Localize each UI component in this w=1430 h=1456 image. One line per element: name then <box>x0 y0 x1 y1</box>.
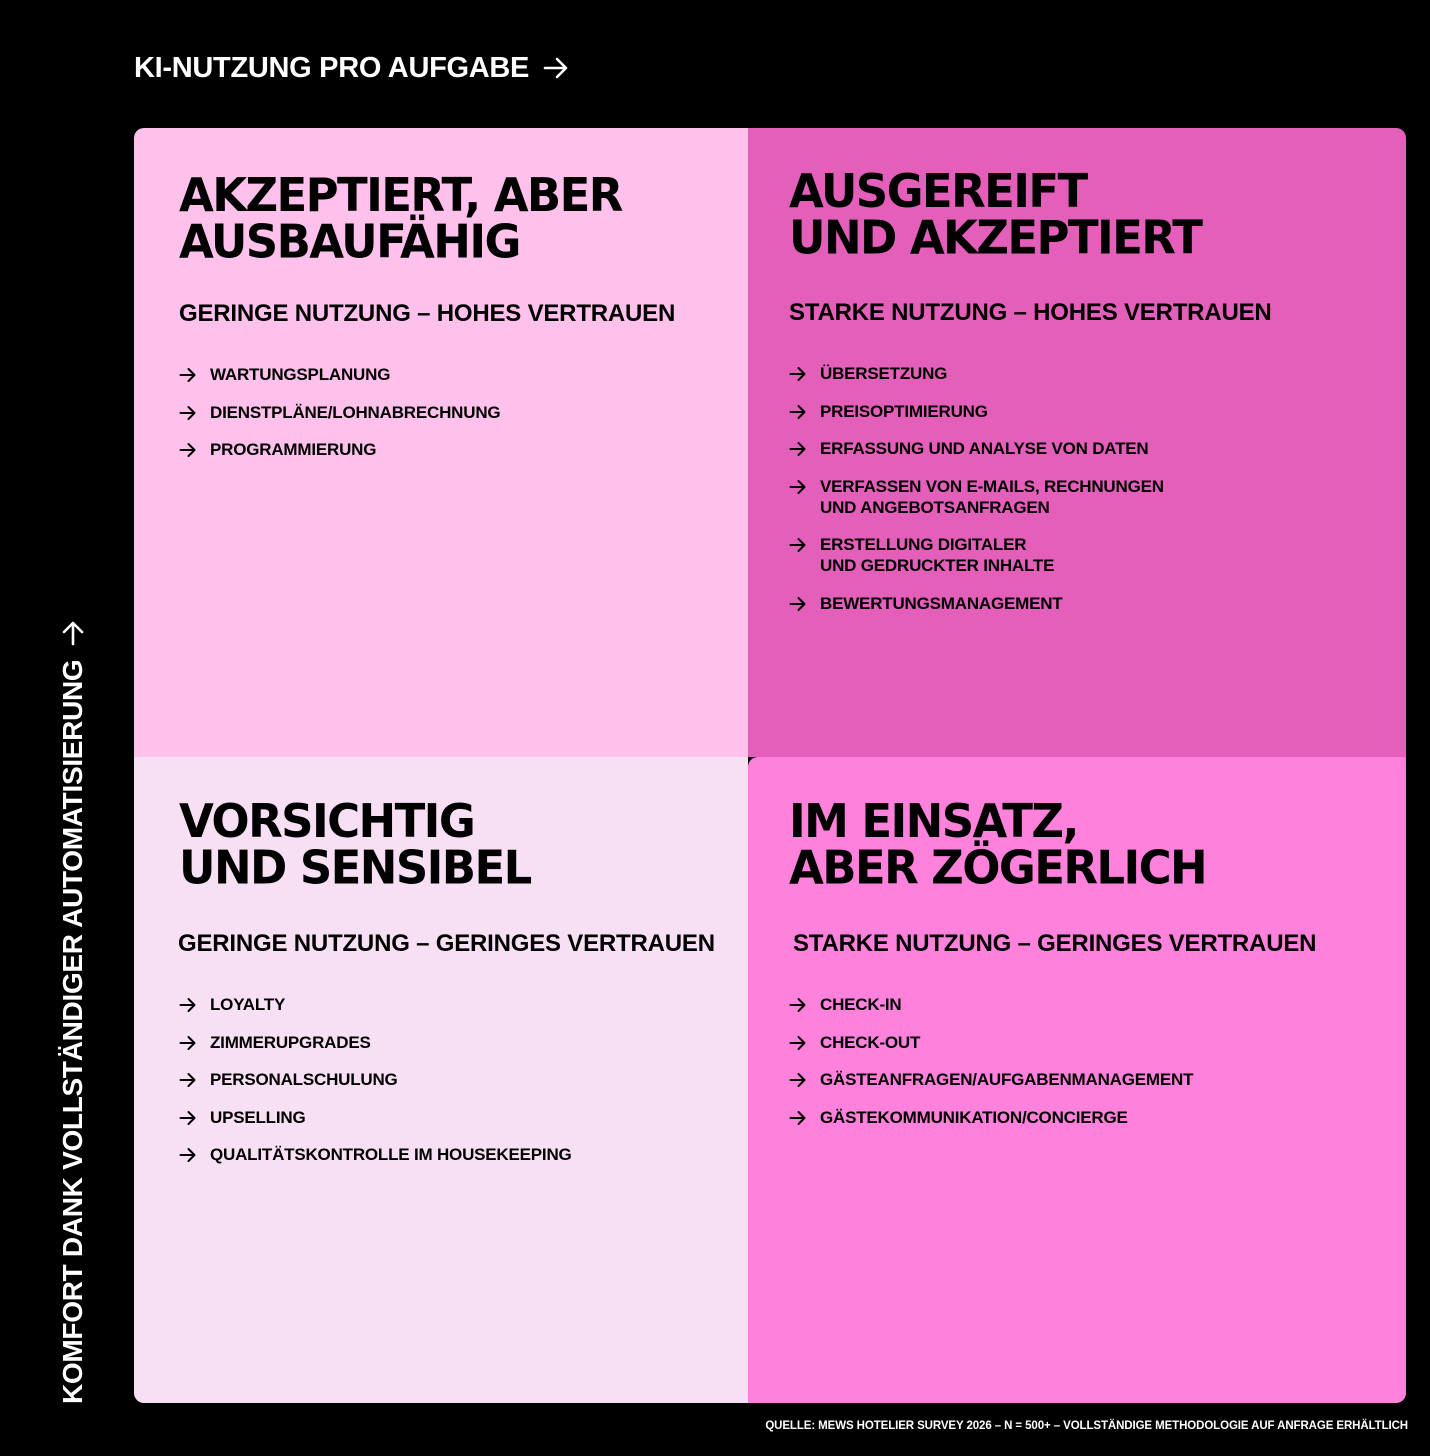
arrow-right-icon <box>543 55 569 81</box>
list-item-label: PREISOPTIMIERUNG <box>820 401 988 421</box>
task-list <box>789 363 1164 630</box>
arrow-right-icon <box>179 1146 197 1164</box>
list-item <box>789 1069 1193 1090</box>
arrow-right-icon <box>789 403 807 421</box>
list-item-label: ZIMMERUPGRADES <box>210 1032 371 1052</box>
list-item-label: GÄSTEKOMMUNIKATION/CONCIERGE <box>820 1107 1128 1127</box>
y-axis-label <box>53 578 93 1404</box>
list-item-label: ÜBERSETZUNG <box>820 364 948 383</box>
list-item-label: WARTUNGSPLANUNG <box>210 365 391 384</box>
task-list <box>789 994 1193 1144</box>
list-item <box>789 994 1193 1015</box>
list-item <box>179 364 500 385</box>
list-item <box>789 401 1164 422</box>
arrow-right-icon <box>789 536 807 554</box>
quadrant-title: AKZEPTIERT, ABER AUSBAUFÄHIG <box>179 167 622 269</box>
arrow-right-icon <box>789 1034 807 1052</box>
arrow-right-icon <box>789 996 807 1014</box>
list-item <box>789 476 1164 518</box>
quadrant-title: AUSGEREIFT UND AKZEPTIERT <box>789 163 1202 265</box>
list-item-label: UPSELLING <box>210 1107 306 1127</box>
arrow-right-icon <box>789 1109 807 1127</box>
arrow-up-icon <box>60 620 86 646</box>
x-axis-label <box>134 48 569 88</box>
quadrant-top-left <box>134 128 748 757</box>
list-item <box>789 438 1164 459</box>
task-list <box>179 364 500 477</box>
arrow-right-icon <box>179 366 197 384</box>
quadrant-bottom-left <box>134 757 748 1403</box>
quadrant-subtitle: GERINGE NUTZUNG – GERINGES VERTRAUEN <box>178 930 715 957</box>
list-item <box>179 402 500 423</box>
list-item <box>789 363 1164 384</box>
list-item <box>179 1032 572 1053</box>
arrow-right-icon <box>179 441 197 459</box>
arrow-right-icon <box>789 478 807 496</box>
quadrant-title: IM EINSATZ, ABER ZÖGERLICH <box>789 793 1207 895</box>
task-list <box>179 994 572 1182</box>
list-item-label: CHECK-OUT <box>820 1032 921 1052</box>
list-item-label: GÄSTEANFRAGEN/AUFGABENMANAGEMENT <box>820 1070 1194 1089</box>
quadrant-subtitle: STARKE NUTZUNG – HOHES VERTRAUEN <box>789 299 1272 326</box>
arrow-right-icon <box>179 1071 197 1089</box>
arrow-right-icon <box>789 365 807 383</box>
list-item <box>789 593 1164 614</box>
list-item <box>789 1032 1193 1053</box>
list-item-label: ERFASSUNG UND ANALYSE VON DATEN <box>820 439 1149 458</box>
quadrant-subtitle: GERINGE NUTZUNG – HOHES VERTRAUEN <box>179 300 676 327</box>
arrow-right-icon <box>179 1034 197 1052</box>
list-item <box>179 1107 572 1128</box>
quadrant-subtitle: STARKE NUTZUNG – GERINGES VERTRAUEN <box>793 930 1317 957</box>
quadrant-matrix <box>134 128 1406 1403</box>
y-axis-text: KOMFORT DANK VOLLSTÄNDIGER AUTOMATISIERUNG <box>57 659 88 1404</box>
list-item-label: PROGRAMMIERUNG <box>210 440 377 459</box>
list-item <box>789 1107 1193 1128</box>
quadrant-title: VORSICHTIG UND SENSIBEL <box>179 793 531 895</box>
arrow-right-icon <box>179 404 197 422</box>
arrow-right-icon <box>789 440 807 458</box>
list-item-label: PERSONALSCHULUNG <box>210 1070 398 1089</box>
arrow-right-icon <box>789 1071 807 1089</box>
x-axis-text: KI-NUTZUNG PRO AUFGABE <box>134 51 530 84</box>
list-item-label: QUALITÄTSKONTROLLE IM HOUSEKEEPING <box>210 1145 572 1164</box>
quadrant-bottom-right <box>748 757 1406 1403</box>
list-item-label: BEWERTUNGSMANAGEMENT <box>820 593 1063 613</box>
arrow-right-icon <box>789 595 807 613</box>
list-item <box>179 1069 572 1090</box>
list-item-label: VERFASSEN VON E-MAILS, RECHNUNGEN UND ANGEBOTSANFRAGEN <box>820 476 1164 517</box>
source-note: QUELLE: MEWS HOTELIER SURVEY 2026 – N = 500+ – VOLLSTÄNDIGE METHODOLOGIE AUF ANFRAGE ERHÄLTLICH <box>765 1420 1408 1432</box>
arrow-right-icon <box>179 1109 197 1127</box>
quadrant-top-right <box>748 128 1406 757</box>
list-item <box>179 439 500 460</box>
list-item-label: ERSTELLUNG DIGITALER UND GEDRUCKTER INHALTE <box>820 535 1055 575</box>
list-item <box>789 534 1164 576</box>
list-item-label: LOYALTY <box>210 995 286 1014</box>
list-item <box>179 1144 572 1165</box>
list-item <box>179 994 572 1015</box>
list-item-label: CHECK-IN <box>820 995 902 1014</box>
list-item-label: DIENSTPLÄNE/LOHNABRECHNUNG <box>210 402 501 422</box>
arrow-right-icon <box>179 996 197 1014</box>
